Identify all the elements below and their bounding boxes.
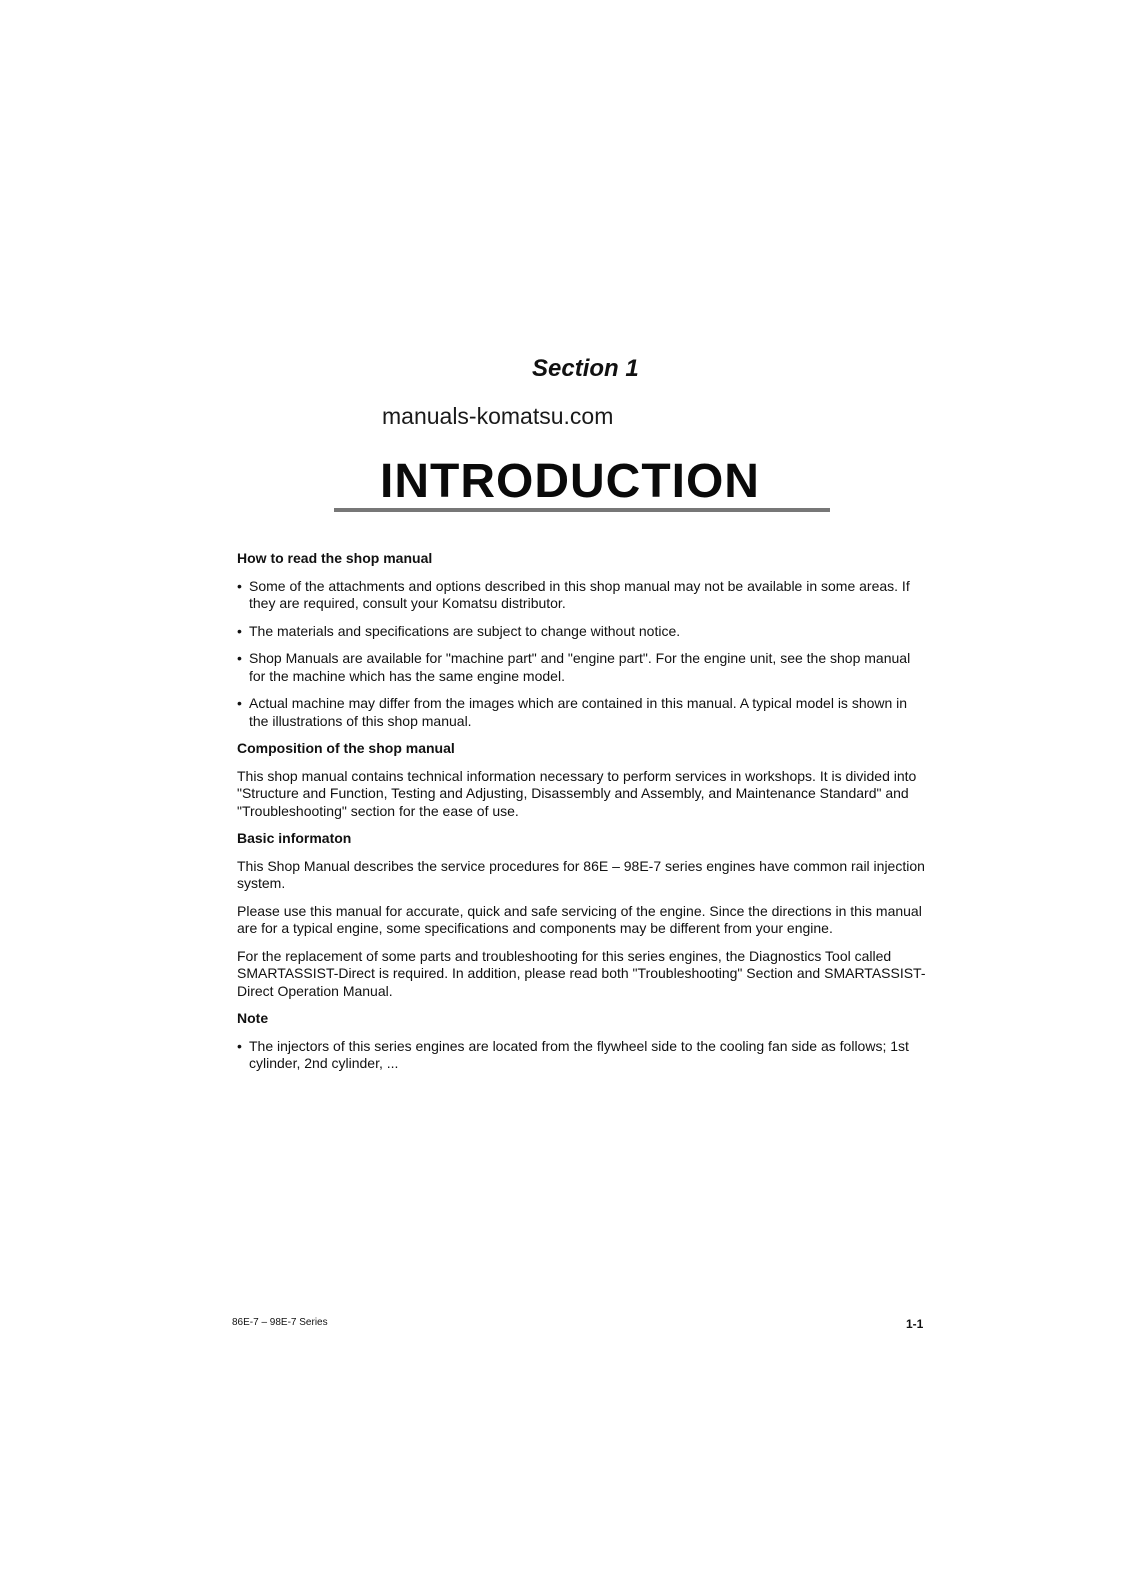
heading-composition: Composition of the shop manual (237, 740, 455, 756)
basic-info-paragraph: Please use this manual for accurate, quick and safe servicing of the engine. Since the directions in this manual are for a typical engine, some specifications and components may be different from your engine. (237, 902, 922, 936)
chapter-title: INTRODUCTION (380, 455, 760, 508)
basic-info-paragraph: For the replacement of some parts and troubleshooting for this series engines, the Diagnostics Tool called SMARTASSIST-Direct is required. In addition, please read both "Troubleshooting" Section and SMARTASSIST-Direct Operation Manual. (237, 947, 926, 999)
heading-basic-information: Basic informaton (237, 830, 352, 846)
list-item: • Shop Manuals are available for "machine part" and "engine part". For the engine unit, see the shop manual for the machine which has the same engine model. (237, 650, 927, 685)
note-list (237, 1038, 927, 1073)
how-to-read-list (237, 578, 927, 731)
list-item: • Actual machine may differ from the images which are contained in this manual. A typical model is shown in the illustrations of this shop manual. (237, 695, 927, 730)
heading-how-to-read: How to read the shop manual (237, 550, 433, 566)
composition-paragraph: This shop manual contains technical information necessary to perform services in workshops. It is divided into "Structure and Function, Testing and Adjusting, Disassembly and Assembly, and Maintenance Standard" and "Troubleshooting" section for the ease of use. (237, 767, 917, 819)
heading-note: Note (237, 1010, 269, 1026)
watermark-text: manuals-komatsu.com (382, 403, 614, 429)
footer-series: 86E-7 – 98E-7 Series (232, 1317, 328, 1328)
list-item: • Some of the attachments and options described in this shop manual may not be available in some areas. If they are required, consult your Komatsu distributor. (237, 578, 927, 613)
title-underline (334, 508, 830, 512)
page-body (237, 550, 927, 1083)
section-label: Section 1 (532, 355, 639, 382)
page-number: 1-1 (906, 1317, 924, 1331)
list-item: • The injectors of this series engines are located from the flywheel side to the cooling fan side as follows; 1st cylinder, 2nd cylinder, ... (237, 1038, 927, 1073)
basic-info-paragraph: This Shop Manual describes the service procedures for 86E – 98E-7 series engines have common rail injection system. (237, 857, 925, 891)
list-item: • The materials and specifications are subject to change without notice. (237, 623, 927, 641)
